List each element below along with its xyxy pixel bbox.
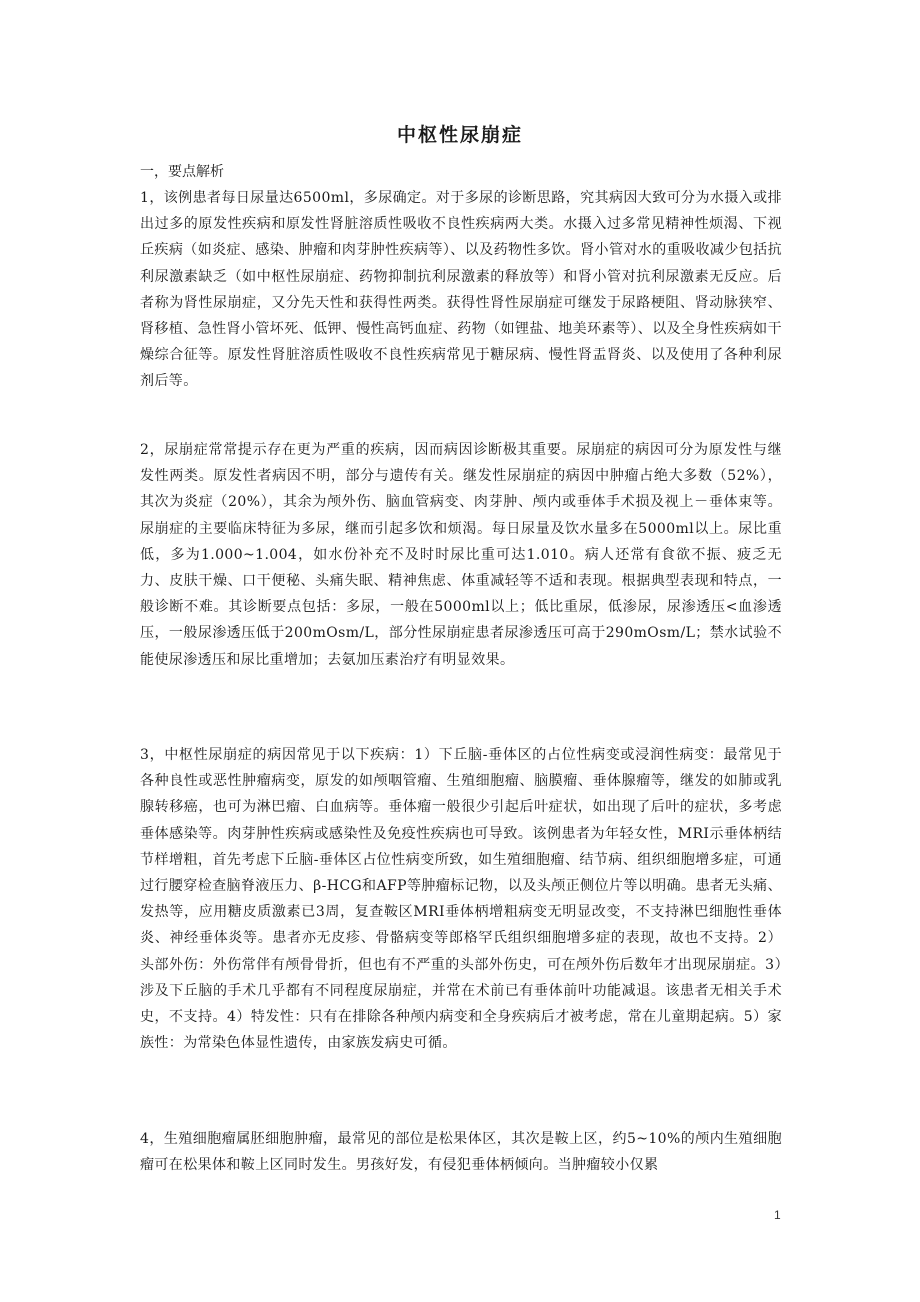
paragraph-3: 3，中枢性尿崩症的病因常见于以下疾病：1）下丘脑-垂体区的占位性病变或浸润性病变：最常见于各种良性或恶性肿瘤病变，原发的如颅咽管瘤、生殖细胞瘤、脑膜瘤、垂体腺瘤等，继发的如肺或乳腺转移癌，也可为淋巴瘤、白血病等。垂体瘤一般很少引起后叶症状，如出现了后叶的症状，多考虑垂体感染等。肉芽肿性疾病或感染性及免疫性疾病也可导致。该例患者为年轻女性，MRI示垂体柄结节样增粗，首先考虑下丘脑-垂体区占位性病变所致，如生殖细胞瘤、结节病、组织细胞增多症，可通过行腰穿检查脑脊液压力、β-HCG和AFP等肿瘤标记物，以及头颅正侧位片等以明确。患者无头痛、发热等，应用糖皮质激素已3周，复查鞍区MRI垂体柄增粗病变无明显改变，不支持淋巴细胞性垂体炎、神经垂体炎等。患者亦无皮疹、骨骼病变等郎格罕氏组织细胞增多症的表现，故也不支持。2）头部外伤：外伤常伴有颅骨骨折，但也有不严重的头部外伤史，可在颅外伤后数年才出现尿崩症。3）涉及下丘脑的手术几乎都有不同程度尿崩症，并常在术前已有垂体前叶功能减退。该患者无相关手术史，不支持。4）特发性：只有在排除各种颅内病变和全身疾病后才被考虑，常在儿童期起病。5）家族性：为常染色体显性遗传，由家族发病史可循。 xyxy=(140,747,782,1052)
paragraph-1: 1，该例患者每日尿量达6500ml，多尿确定。对于多尿的诊断思路，究其病因大致可分为水摄入或排出过多的原发性疾病和原发性肾脏溶质性吸收不良性疾病两大类。水摄入过多常见精神性烦渴、下视丘疾病（如炎症、感染、肿瘤和肉芽肿性疾病等）、以及药物性多饮。肾小管对水的重吸收减少包括抗利尿激素缺乏（如中枢性尿崩症、药物抑制抗利尿激素的释放等）和肾小管对抗利尿激素无反应。后者称为肾性尿崩症，又分先天性和获得性两类。获得性肾性尿崩症可继发于尿路梗阻、肾动脉狭窄、肾移植、急性肾小管坏死、低钾、慢性高钙血症、药物（如锂盐、地美环素等）、以及全身性疾病如干燥综合征等。原发性肾脏溶质性吸收不良性疾病常见于糖尿病、慢性肾盂肾炎、以及使用了各种利尿剂后等。 xyxy=(140,190,782,390)
paragraph-4: 4，生殖细胞瘤属胚细胞肿瘤，最常见的部位是松果体区，其次是鞍上区，约5~10%的颅内生殖细胞瘤可在松果体和鞍上区同时发生。男孩好发，有侵犯垂体柄倾向。当肿瘤较小仅累 xyxy=(140,1131,782,1174)
page-number: 1 xyxy=(774,1208,781,1222)
section-heading: 一，要点解析 xyxy=(140,164,224,180)
paragraph-2: 2，尿崩症常常提示存在更为严重的疾病，因而病因诊断极其重要。尿崩症的病因可分为原发性与继发性两类。原发性者病因不明，部分与遗传有关。继发性尿崩症的病因中肿瘤占绝大多数（52%），其次为炎症（20%），其余为颅外伤、脑血管病变、肉芽肿、颅内或垂体手术损及视上－垂体束等。尿崩症的主要临床特征为多尿，继而引起多饮和烦渴。每日尿量及饮水量多在5000ml以上。尿比重低，多为1.000~1.004，如水份补充不及时时尿比重可达1.010。病人还常有食欲不振、疲乏无力、皮肤干燥、口干便秘、头痛失眠、精神焦虑、体重减轻等不适和表现。根据典型表现和特点，一般诊断不难。其诊断要点包括：多尿，一般在5000ml以上；低比重尿，低渗尿，尿渗透压<血渗透压，一般尿渗透压低于200mOsm/L，部分性尿崩症患者尿渗透压可高于290mOsm/L；禁水试验不能使尿渗透压和尿比重增加；去氨加压素治疗有明显效果。 xyxy=(140,442,782,668)
page-title: 中枢性尿崩症 xyxy=(396,124,523,146)
